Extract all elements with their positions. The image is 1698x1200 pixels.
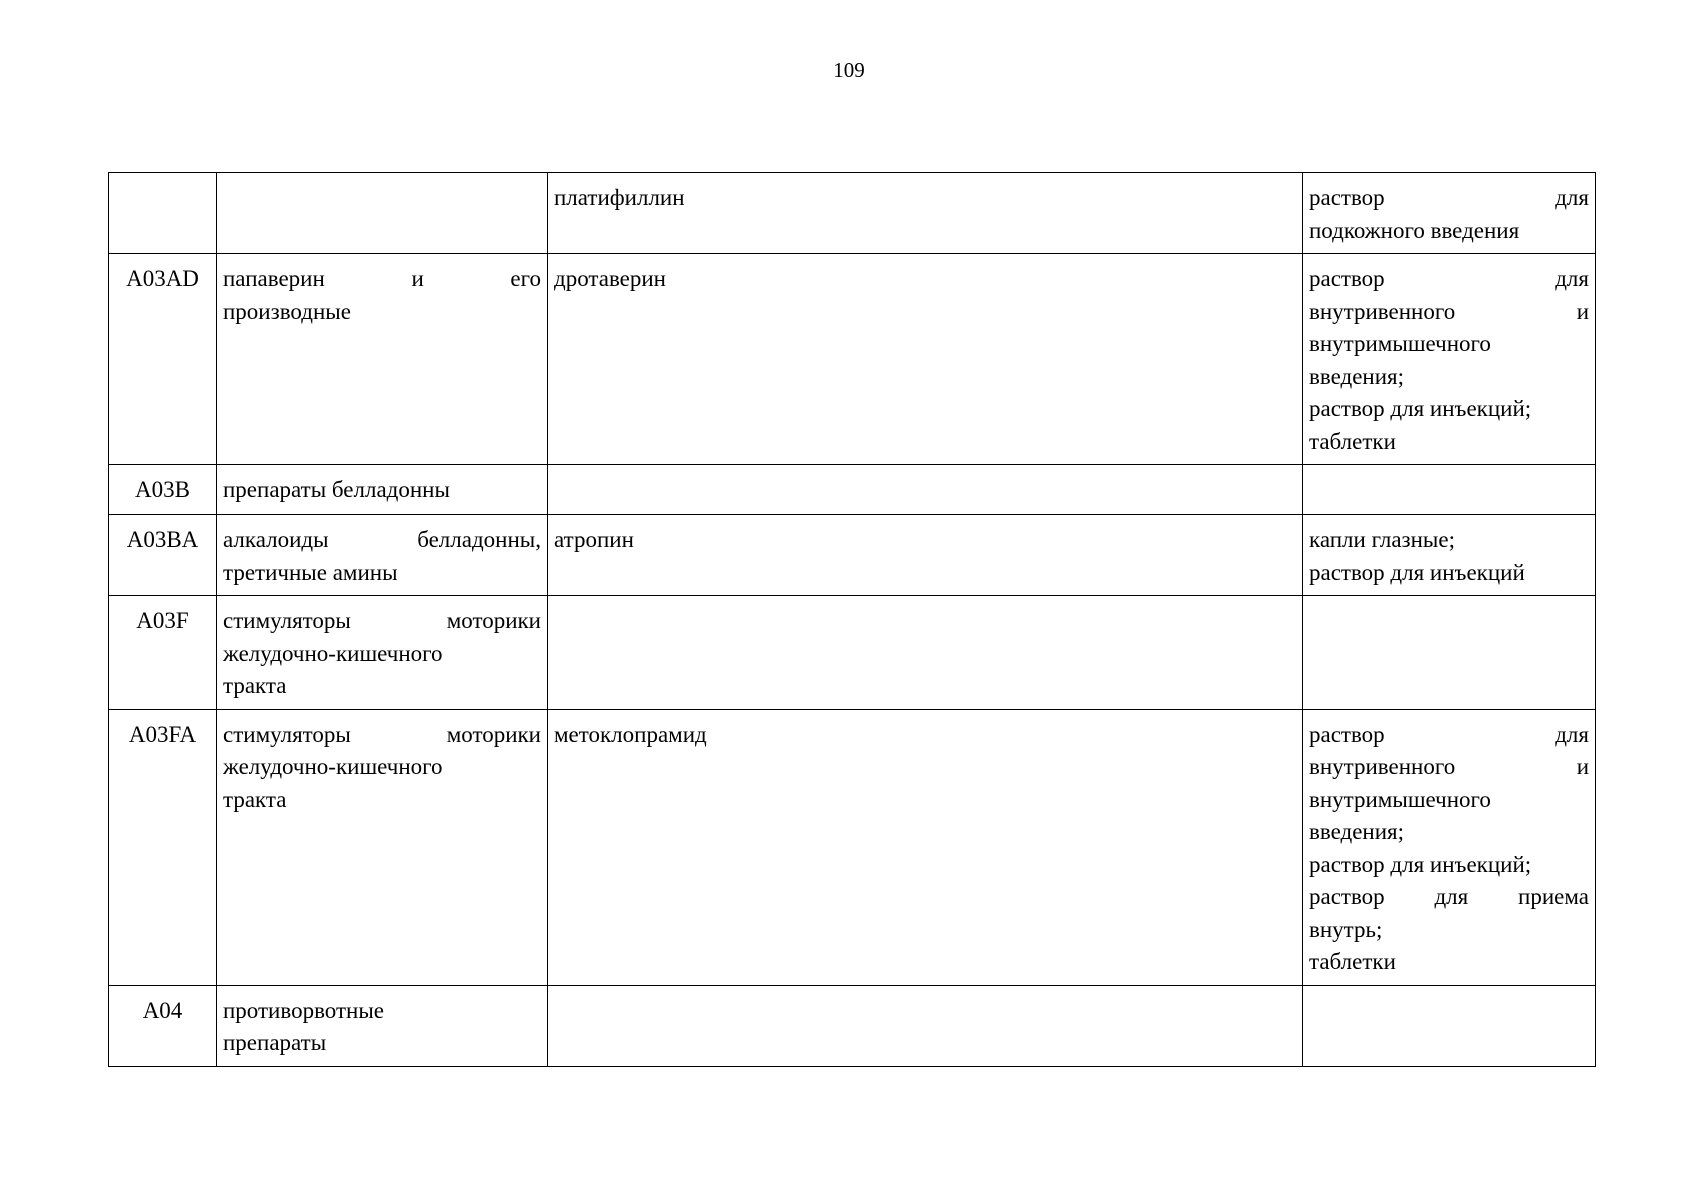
- atc-code-cell: [109, 173, 217, 254]
- drug-table: [108, 172, 1596, 1067]
- group-line: стимуляторы моторики: [223, 721, 541, 747]
- group-cell: [217, 596, 548, 710]
- table-row: [109, 465, 1596, 515]
- group-line: тракта: [223, 786, 287, 812]
- group-line: желудочно-кишечного: [223, 640, 443, 666]
- group-cell: [217, 173, 548, 254]
- atc-code-cell: A03B: [109, 465, 217, 515]
- group-line: папаверин и его: [223, 266, 541, 291]
- atc-code-cell: A03BA: [109, 515, 217, 596]
- drug-name-cell: [548, 596, 1303, 710]
- table-row: [109, 985, 1596, 1066]
- dosage-form-line: введения;: [1309, 363, 1404, 389]
- group-cell: [217, 254, 548, 465]
- table-row: [109, 709, 1596, 985]
- dosage-form-line: таблетки: [1309, 428, 1396, 454]
- dosage-form-cell: [1303, 254, 1596, 465]
- table-row: [109, 515, 1596, 596]
- group-cell: [217, 465, 548, 515]
- group-cell: [217, 515, 548, 596]
- drug-name-cell: [548, 465, 1303, 515]
- group-line: тракта: [223, 673, 287, 698]
- dosage-form-line: подкожного введения: [1309, 217, 1520, 243]
- drug-name-cell: дротаверин: [548, 254, 1303, 465]
- drug-name-cell: атропин: [548, 515, 1303, 596]
- page-number: 109: [833, 58, 865, 82]
- drug-name-cell: метоклопрамид: [548, 709, 1303, 985]
- drug-name-cell: [548, 985, 1303, 1066]
- dosage-form-cell: [1303, 515, 1596, 596]
- atc-code-cell: A03FA: [109, 709, 217, 985]
- dosage-form-line: раствор для: [1309, 721, 1589, 747]
- group-line: стимуляторы моторики: [223, 608, 541, 633]
- dosage-form-cell: [1303, 985, 1596, 1066]
- table-row: [109, 596, 1596, 710]
- dosage-form-line: раствор для инъекций;: [1309, 851, 1532, 877]
- atc-code-cell: A03AD: [109, 254, 217, 465]
- dosage-form-cell: [1303, 709, 1596, 985]
- dosage-form-line: внутримышечного: [1309, 786, 1491, 812]
- dosage-form-line: внутрь;: [1309, 916, 1383, 942]
- table-body: [109, 173, 1596, 1067]
- atc-code-cell: A03F: [109, 596, 217, 710]
- table-row: [109, 254, 1596, 465]
- atc-code-cell: A04: [109, 985, 217, 1066]
- group-cell: [217, 985, 548, 1066]
- dosage-form-line: раствор для: [1309, 266, 1589, 291]
- dosage-form-line: раствор для: [1309, 185, 1589, 210]
- dosage-form-line: раствор для инъекций;: [1309, 396, 1532, 421]
- dosage-form-line: таблетки: [1309, 949, 1396, 974]
- dosage-form-cell: [1303, 173, 1596, 254]
- dosage-form-line: капли глазные;: [1309, 527, 1455, 552]
- dosage-form-cell: [1303, 596, 1596, 710]
- group-line: противорвотные: [223, 997, 384, 1023]
- dosage-form-line: внутримышечного: [1309, 331, 1491, 356]
- group-line: желудочно-кишечного: [223, 754, 443, 779]
- dosage-form-line: внутривенного и: [1309, 298, 1589, 324]
- table-row: [109, 173, 1596, 254]
- group-line: производные: [223, 298, 351, 324]
- dosage-form-line: введения;: [1309, 819, 1404, 844]
- dosage-form-cell: [1303, 465, 1596, 515]
- group-line: третичные амины: [223, 559, 398, 585]
- dosage-form-line: внутривенного и: [1309, 754, 1589, 779]
- dosage-form-line: раствор для приема: [1309, 884, 1589, 909]
- dosage-form-line: раствор для инъекций: [1309, 559, 1525, 585]
- drug-name-cell: платифиллин: [548, 173, 1303, 254]
- group-line: алкалоиды белладонны,: [223, 527, 541, 552]
- group-line: препараты белладонны: [223, 477, 450, 502]
- group-line: препараты: [223, 1030, 327, 1055]
- group-cell: [217, 709, 548, 985]
